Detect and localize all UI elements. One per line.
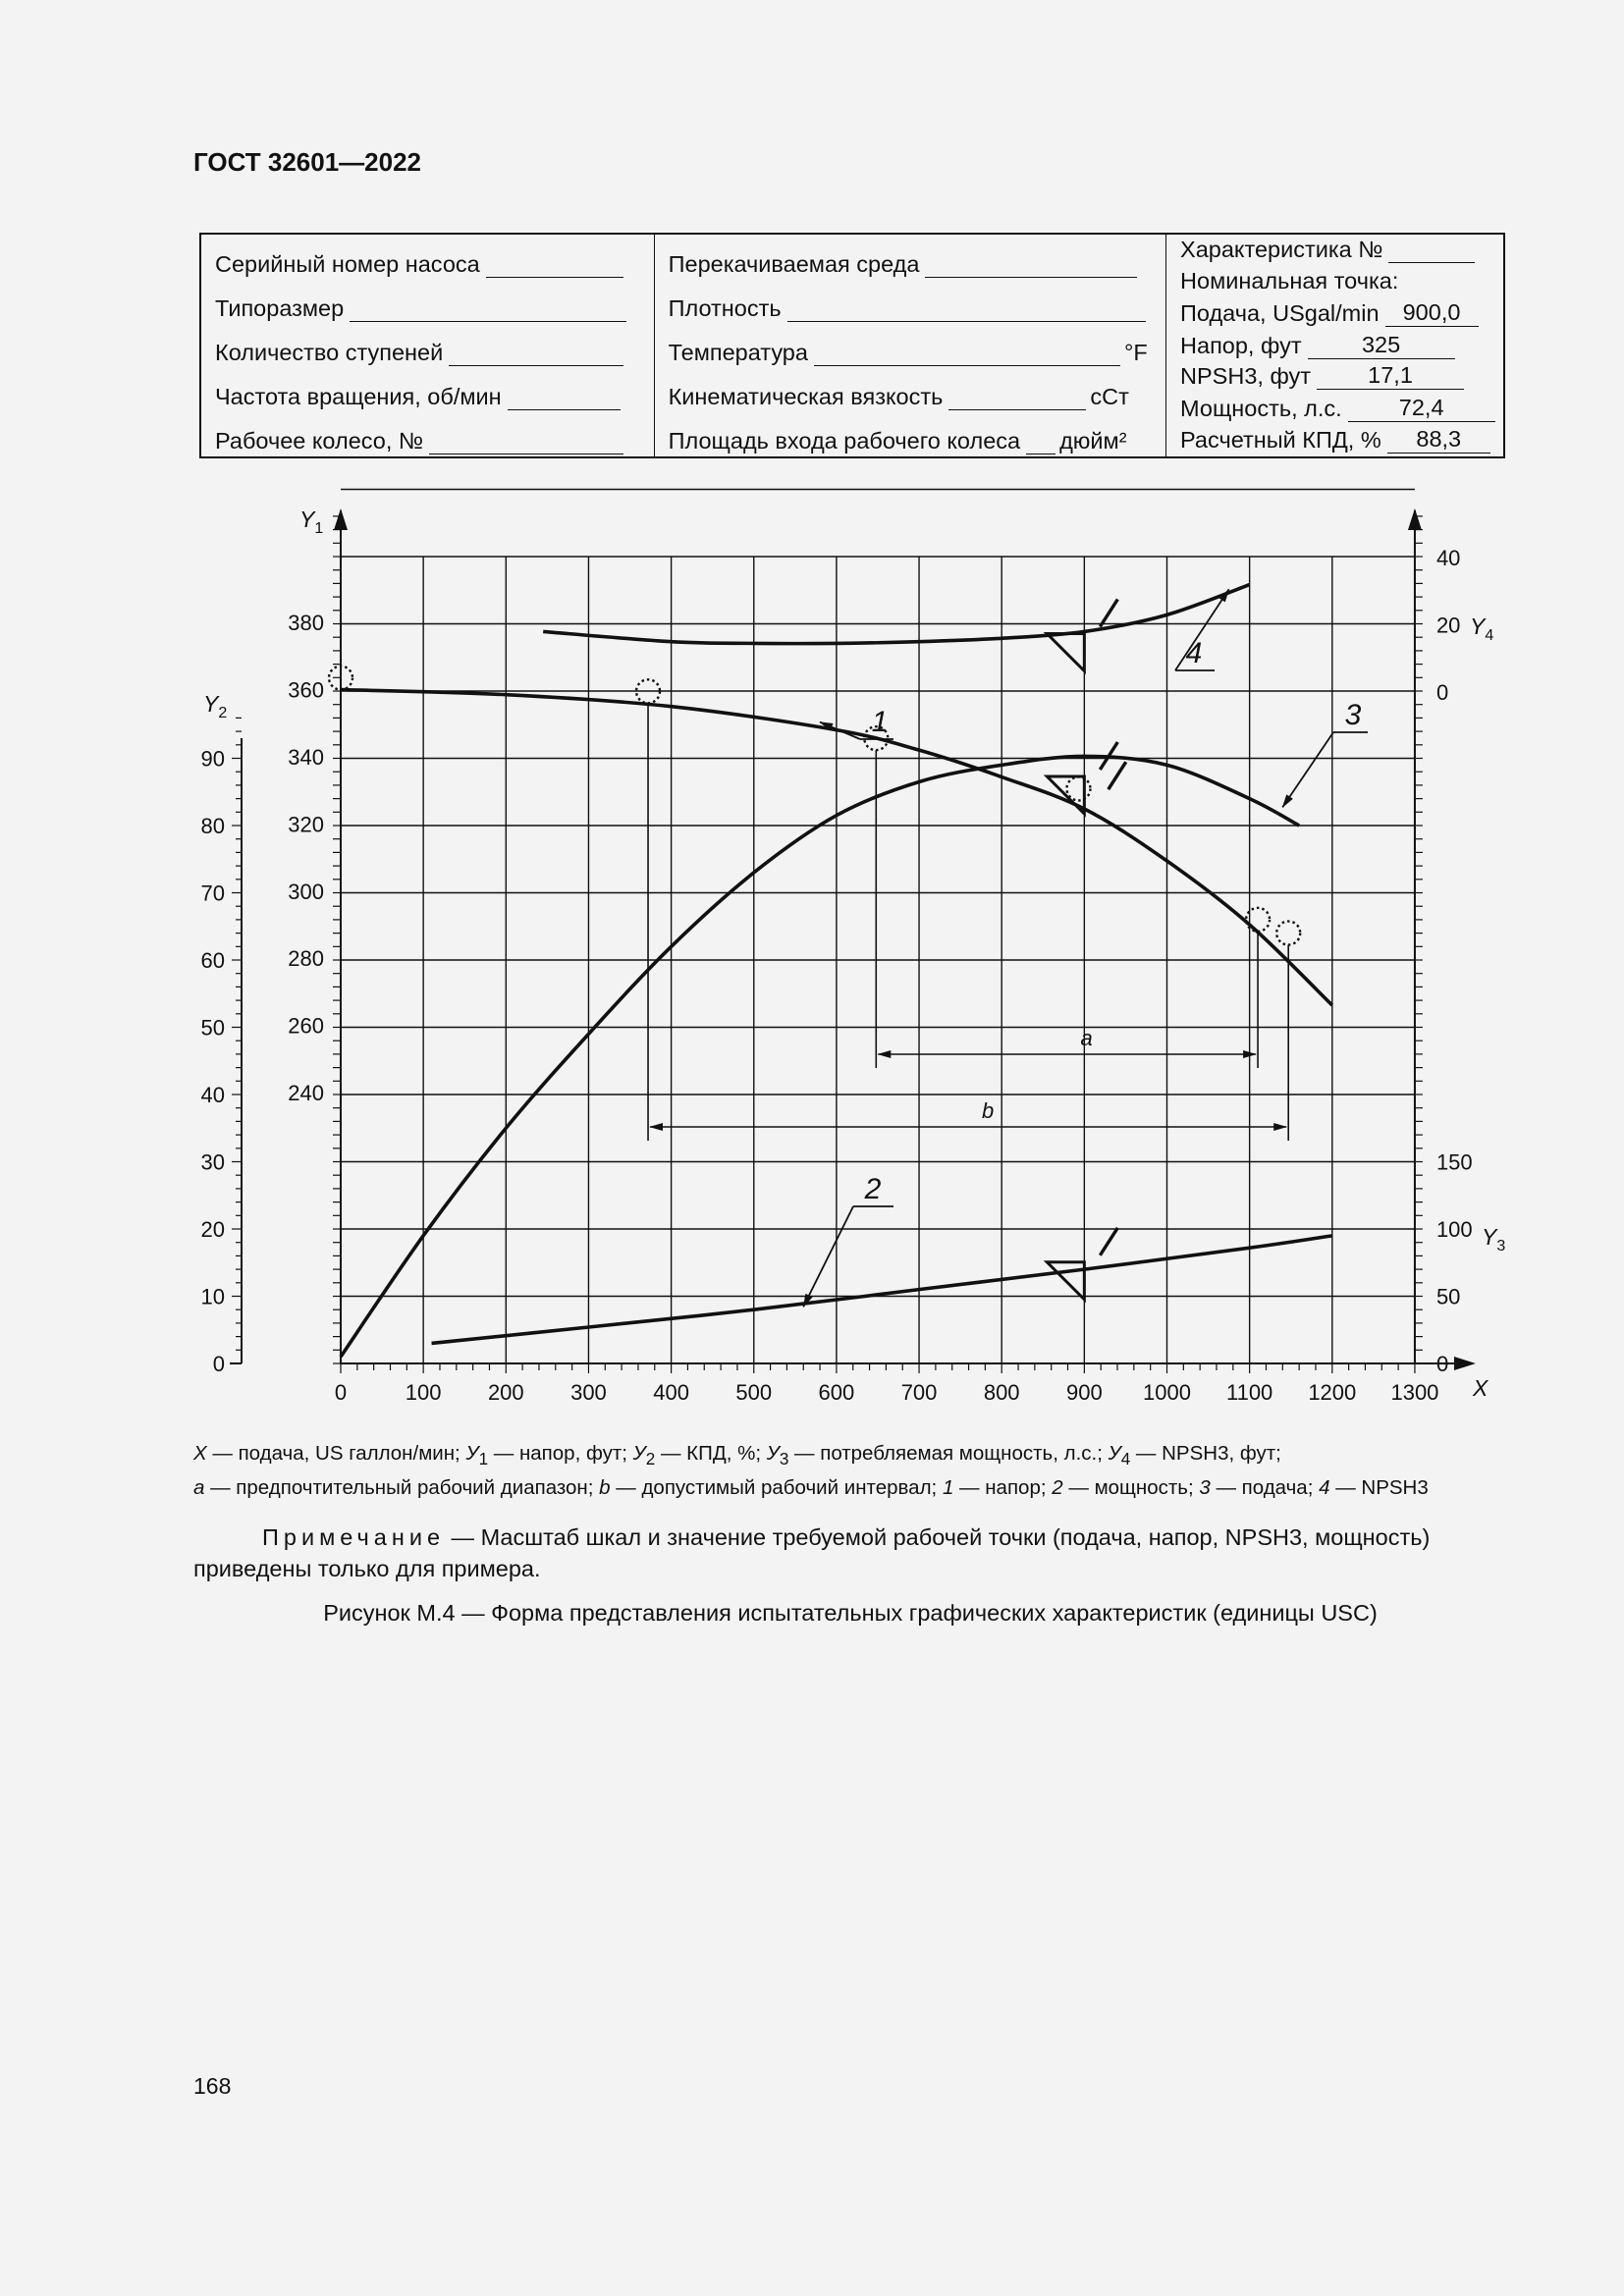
legend-part: 4 [1319,1476,1330,1500]
form-label: Плотность [668,295,782,321]
y2-tick-label: 70 [200,881,225,906]
axis-label-y2: $Y_2$ [203,691,228,721]
form-label: Расчетный КПД, % [1180,427,1381,453]
legend-part: — мощность; [1062,1476,1200,1500]
legend-part: b [599,1476,611,1500]
legend-part: У [465,1442,479,1465]
series-line-4 [543,585,1249,644]
form-label: NPSH3, фут [1180,363,1312,389]
y2-tick-label: 90 [200,746,225,772]
legend-part: У [766,1442,780,1465]
y2-tick-label: 40 [200,1083,225,1107]
axis-label-y1: $Y_1$ [299,507,324,537]
legend-part: 1 [942,1476,954,1500]
interval-label-a: a [1080,1026,1093,1050]
legend-part: — КПД, %; [655,1442,767,1465]
y1-tick-label: 300 [288,879,324,904]
form-label: Номинальная точка: [1180,268,1399,294]
y3-tick-label: 50 [1435,1284,1461,1309]
legend-part: 1 [478,1450,489,1469]
y3-tick-label: 150 [1435,1149,1473,1175]
form-value: 17,1 [1317,362,1464,390]
figure-note [193,1522,1507,1584]
x-tick-label: 500 [735,1380,773,1405]
form-value: 88,3 [1387,426,1490,454]
callout-label-1: 1 [871,706,889,738]
legend-part: a [193,1476,205,1500]
x-tick-label: 100 [405,1380,442,1405]
form-value: 72,4 [1348,395,1495,422]
axis-label-subscript: 3 [1496,1238,1506,1255]
axis-label-x: X [1473,1375,1489,1401]
axis-label-subscript: 2 [218,705,228,721]
form-label: Частота вращения, об/мин [215,384,502,409]
x-axis-arrow [1454,1357,1476,1370]
form-label: Серийный номер насоса [215,251,480,277]
document-header: ГОСТ 32601—2022 [193,147,421,177]
legend-part: У [1108,1442,1121,1465]
legend-part: — потребляемая мощность, л.с.; [788,1442,1109,1465]
form-label: Количество ступеней [215,340,444,365]
note-label: Примечание [262,1524,446,1550]
form-unit: дюйм² [1059,428,1127,454]
y1-tick-label: 240 [288,1081,324,1105]
legend-part: X [193,1442,207,1465]
figure-caption: Рисунок М.4 — Форма представления испытательных графических характеристик (единицы USC) [323,1600,1378,1626]
form-label: Рабочее колесо, № [215,428,424,454]
form-label: Кинематическая вязкость [668,384,944,409]
y1-tick-label: 360 [288,677,324,703]
y2-tick-label: 50 [200,1015,225,1041]
x-tick-label: 800 [983,1380,1020,1405]
y1-tick-label: 340 [288,745,324,770]
axis-label-subscript: 1 [314,520,324,537]
x-tick-label: 300 [570,1380,607,1405]
form-unit: °F [1123,340,1148,365]
legend-part: — NPSH3 [1329,1476,1429,1500]
y3-tick-label: 0 [1435,1352,1449,1376]
x-tick-label: 400 [653,1380,689,1405]
y1-tick-label: 280 [288,946,324,972]
test-point [1066,776,1090,800]
rated-point-power-slash [1100,1228,1117,1255]
legend-part: — напор, фут; [488,1442,633,1465]
y2-tick-label: 20 [200,1217,225,1242]
form-label: Перекачиваемая среда [668,251,920,277]
y2-tick-label: 0 [212,1352,225,1376]
form-label: Температура [668,340,808,365]
rated-point-npsh3 [1047,634,1084,671]
test-point [1276,922,1300,945]
legend-line-symbols [193,1473,1507,1502]
form-value: 325 [1308,332,1455,359]
chart-marks [329,589,1368,1307]
axis-label-y3: $Y_3$ [1482,1224,1506,1255]
y2-tick-label: 10 [200,1284,225,1309]
chart-labels [201,507,1506,1405]
legend-line-axes [193,1439,1507,1473]
x-tick-label: 700 [900,1380,938,1405]
legend-part: — предпочтительный рабочий диапазон; [204,1476,600,1500]
rated-point-power [1047,1262,1084,1300]
axis-label-subscript: 4 [1485,627,1494,644]
legend-part: — подача; [1210,1476,1320,1500]
y4-tick-label: 20 [1435,613,1461,638]
x-tick-label: 600 [818,1380,855,1405]
y1-tick-label: 320 [288,812,324,837]
rated-point-efficiency-slash [1109,762,1126,789]
y1-tick-label: 380 [288,611,324,636]
form-value: 900,0 [1385,299,1479,327]
y1-tick-label: 260 [288,1013,324,1039]
y1-axis-arrow [334,508,348,530]
legend-part: — допустимый рабочий интервал; [610,1476,943,1500]
rated-point-npsh3-slash [1100,600,1117,627]
legend-part: — подача, US галлон/мин; [206,1442,466,1465]
legend-part: — NPSH3, фут; [1130,1442,1281,1465]
legend-part: 2 [645,1450,656,1469]
callout-label-2: 2 [864,1173,882,1205]
y2-tick-label: 80 [200,814,225,838]
legend-part: 4 [1120,1450,1131,1469]
y2-tick-label: 30 [200,1149,225,1175]
x-tick-label: 900 [1065,1380,1103,1405]
y4-tick-label: 0 [1435,680,1449,705]
callout-leader-2 [803,1206,853,1307]
series-line-3 [341,756,1299,1357]
x-tick-label: 1200 [1308,1380,1357,1405]
callout-leader-1 [820,722,860,739]
legend-part: 3 [1199,1476,1211,1500]
figure-legend [193,1439,1507,1502]
legend-part: У [632,1442,646,1465]
form-unit: сСт [1090,384,1129,409]
legend-part: 2 [1052,1476,1063,1500]
y3-tick-label: 100 [1435,1217,1473,1242]
callout-label-3: 3 [1344,699,1362,731]
form-label: Мощность, л.с. [1180,396,1342,421]
form-label: Характеристика № [1180,237,1383,262]
x-tick-label: 1300 [1390,1380,1439,1405]
y-right-axis-arrow [1408,508,1422,530]
y2-tick-label: 60 [200,948,225,973]
form-label: Типоразмер [215,295,345,321]
legend-part: — напор; [953,1476,1053,1500]
note-text: — Масштаб шкал и значение требуемой рабочей точки (подача, напор, NPSH3, мощность) приведены только для примера. [193,1524,1431,1581]
form-label: Напор, фут [1180,333,1302,358]
x-tick-label: 1000 [1143,1380,1191,1405]
legend-part: 3 [779,1450,789,1469]
axis-label-y4: $Y_4$ [1470,614,1494,644]
callout-leader-3 [1282,732,1333,807]
series-line-2 [432,1236,1332,1344]
form-label: Подача, USgal/min [1180,300,1380,326]
interval-label-b: b [981,1098,995,1123]
x-tick-label: 200 [487,1380,524,1405]
form-label: Площадь входа рабочего колеса [668,428,1021,454]
page-number: 168 [193,2073,232,2099]
x-tick-label: 0 [334,1380,348,1405]
x-tick-label: 1100 [1225,1380,1273,1405]
callout-label-4: 4 [1185,637,1203,669]
y4-tick-label: 40 [1435,546,1461,571]
